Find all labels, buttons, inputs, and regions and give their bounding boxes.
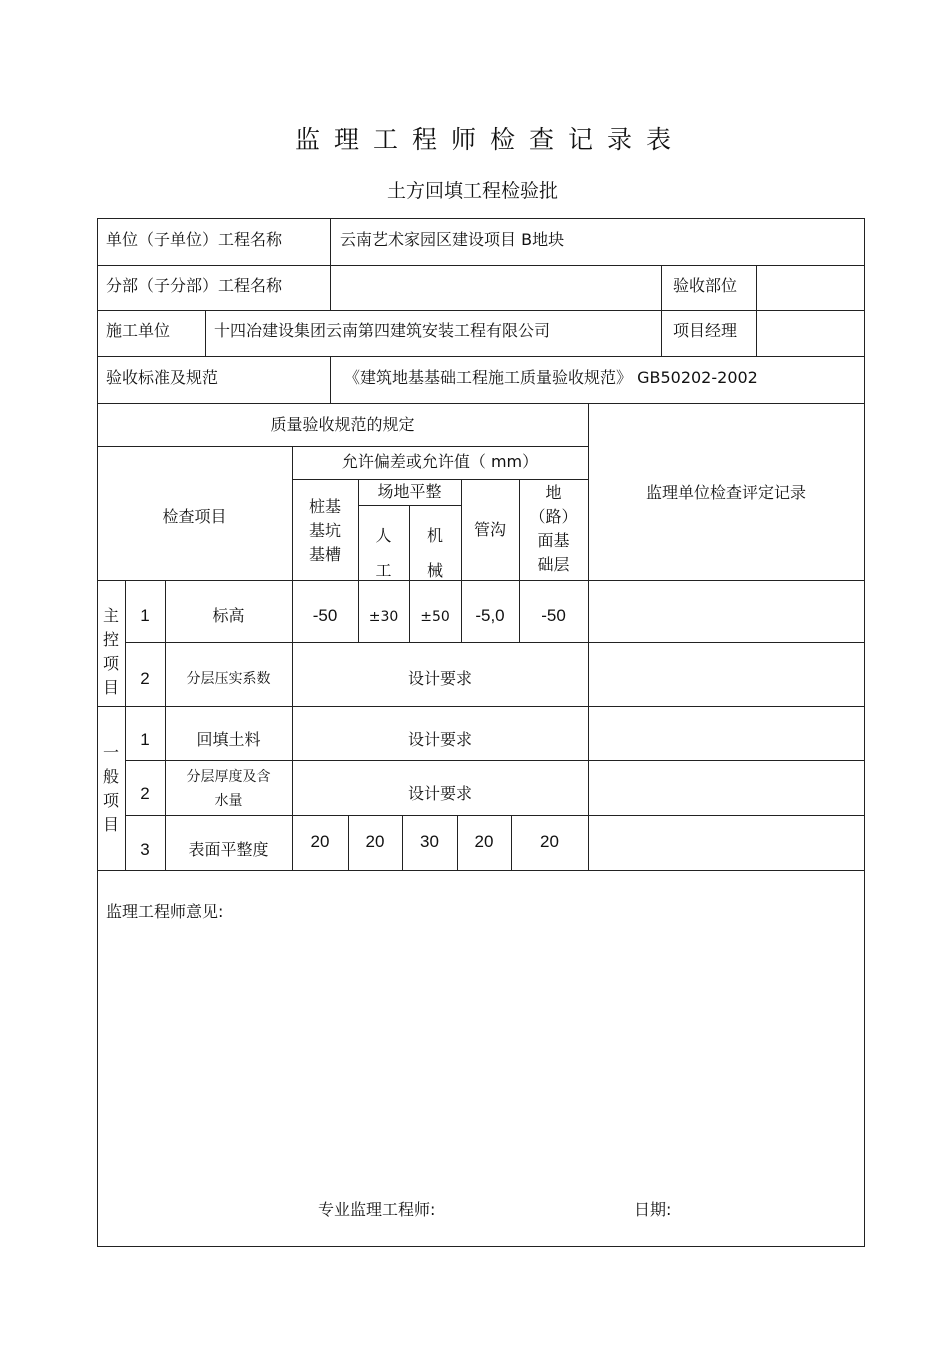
table-line: [97, 218, 98, 1247]
value-cell: ±30: [368, 609, 399, 625]
table-line: [864, 218, 865, 1247]
tolerance-header: 允许偏差或允许值（ mm）: [341, 452, 539, 471]
row-number: 1: [140, 606, 150, 625]
group-char: 目: [102, 678, 119, 697]
date-label: 日期:: [634, 1200, 672, 1219]
table-line: [205, 310, 206, 356]
col-ground-line: 地: [545, 483, 562, 502]
row-number: 2: [140, 784, 150, 803]
table-line: [97, 310, 865, 311]
table-line: [97, 1246, 865, 1247]
table-line: [97, 580, 865, 581]
general-group-label: [97, 741, 125, 837]
item-name: 标高: [212, 606, 245, 625]
table-line: [125, 760, 864, 761]
col-site-header: 场地平整: [377, 482, 442, 501]
col-ground-line: （路）: [529, 507, 578, 526]
quality-spec-header: 质量验收规范的规定: [270, 415, 415, 434]
project-name-label: 单位（子单位）工程名称: [106, 230, 283, 249]
col-pile-line: 桩基: [308, 497, 341, 516]
col-ground-line: 面基: [537, 531, 570, 550]
value-cell: 20: [365, 832, 385, 851]
col-pile-line: 基坑: [308, 521, 341, 540]
col-pile-line: 基槽: [308, 545, 341, 564]
page-title: 监理工程师检查记录表: [294, 125, 685, 154]
item-name: [165, 765, 292, 813]
table-line: [97, 218, 865, 219]
standard-label: 验收标准及规范: [106, 368, 219, 387]
engineer-signature-label: 专业监理工程师:: [318, 1200, 436, 1219]
value-cell: -50: [541, 606, 566, 625]
item-name: 表面平整度: [188, 840, 269, 859]
row-number: 1: [140, 730, 150, 749]
value-cell: -50: [312, 606, 338, 625]
supervision-record-header: 监理单位检查评定记录: [645, 483, 806, 502]
design-requirement-cell: 设计要求: [407, 669, 472, 688]
design-requirement-cell: 设计要求: [407, 730, 472, 749]
group-char: 控: [102, 630, 119, 649]
table-line: [97, 870, 865, 871]
table-line: [97, 446, 588, 447]
table-line: [661, 265, 662, 356]
table-line: [97, 265, 865, 266]
value-cell: -5,0: [475, 606, 505, 625]
item-name: 分层压实系数: [186, 671, 271, 687]
value-cell: 20: [310, 832, 330, 851]
acceptance-location-label: 验收部位: [673, 276, 738, 295]
col-ground-header: [519, 481, 588, 577]
group-char: 目: [102, 815, 119, 834]
value-cell: 30: [420, 832, 439, 851]
col-manual-header: [358, 518, 409, 588]
value-cell: 20: [474, 832, 494, 851]
main-control-group-label: [97, 604, 125, 700]
group-char: 主: [102, 606, 119, 625]
col-manual-line: 工: [375, 561, 392, 580]
table-line: [125, 815, 864, 816]
item-name-line: 水量: [214, 793, 243, 809]
table-line: [97, 403, 865, 404]
col-ground-line: 础层: [537, 555, 570, 574]
col-machine-header: [409, 518, 461, 588]
project-manager-label: 项目经理: [673, 321, 738, 340]
col-pile-header: [292, 495, 358, 567]
value-cell: 20: [540, 832, 559, 851]
group-char: 一: [102, 743, 119, 762]
construction-unit-value: 十四冶建设集团云南第四建筑安装工程有限公司: [214, 321, 551, 340]
item-name: 回填土料: [196, 730, 261, 749]
table-line: [330, 356, 331, 403]
table-line: [588, 403, 589, 870]
table-line: [125, 642, 864, 643]
sub-project-label: 分部（子分部）工程名称: [106, 276, 283, 295]
page-subtitle: 土方回填工程检验批: [386, 180, 558, 202]
opinion-label: 监理工程师意见:: [106, 902, 224, 921]
group-char: 项: [102, 791, 119, 810]
table-line: [97, 356, 865, 357]
group-char: 般: [102, 767, 119, 786]
col-manual-line: 人: [375, 526, 392, 545]
project-name-value: 云南艺术家园区建设项目 B地块: [340, 230, 565, 249]
construction-unit-label: 施工单位: [106, 321, 171, 340]
standard-value: 《建筑地基基础工程施工质量验收规范》 GB50202-2002: [344, 368, 758, 387]
table-line: [330, 218, 331, 310]
table-line: [97, 706, 865, 707]
col-machine-line: 机: [426, 526, 443, 545]
item-name-line: 分层厚度及含: [186, 769, 271, 785]
table-line: [756, 265, 757, 356]
design-requirement-cell: 设计要求: [407, 784, 472, 803]
row-number: 3: [140, 840, 150, 859]
value-cell: ±50: [420, 609, 450, 625]
table-line: [292, 479, 588, 480]
col-machine-line: 械: [426, 561, 443, 580]
col-pipe-header: 管沟: [473, 520, 506, 539]
inspection-item-header: 检查项目: [162, 507, 227, 526]
group-char: 项: [102, 654, 119, 673]
row-number: 2: [140, 669, 150, 688]
